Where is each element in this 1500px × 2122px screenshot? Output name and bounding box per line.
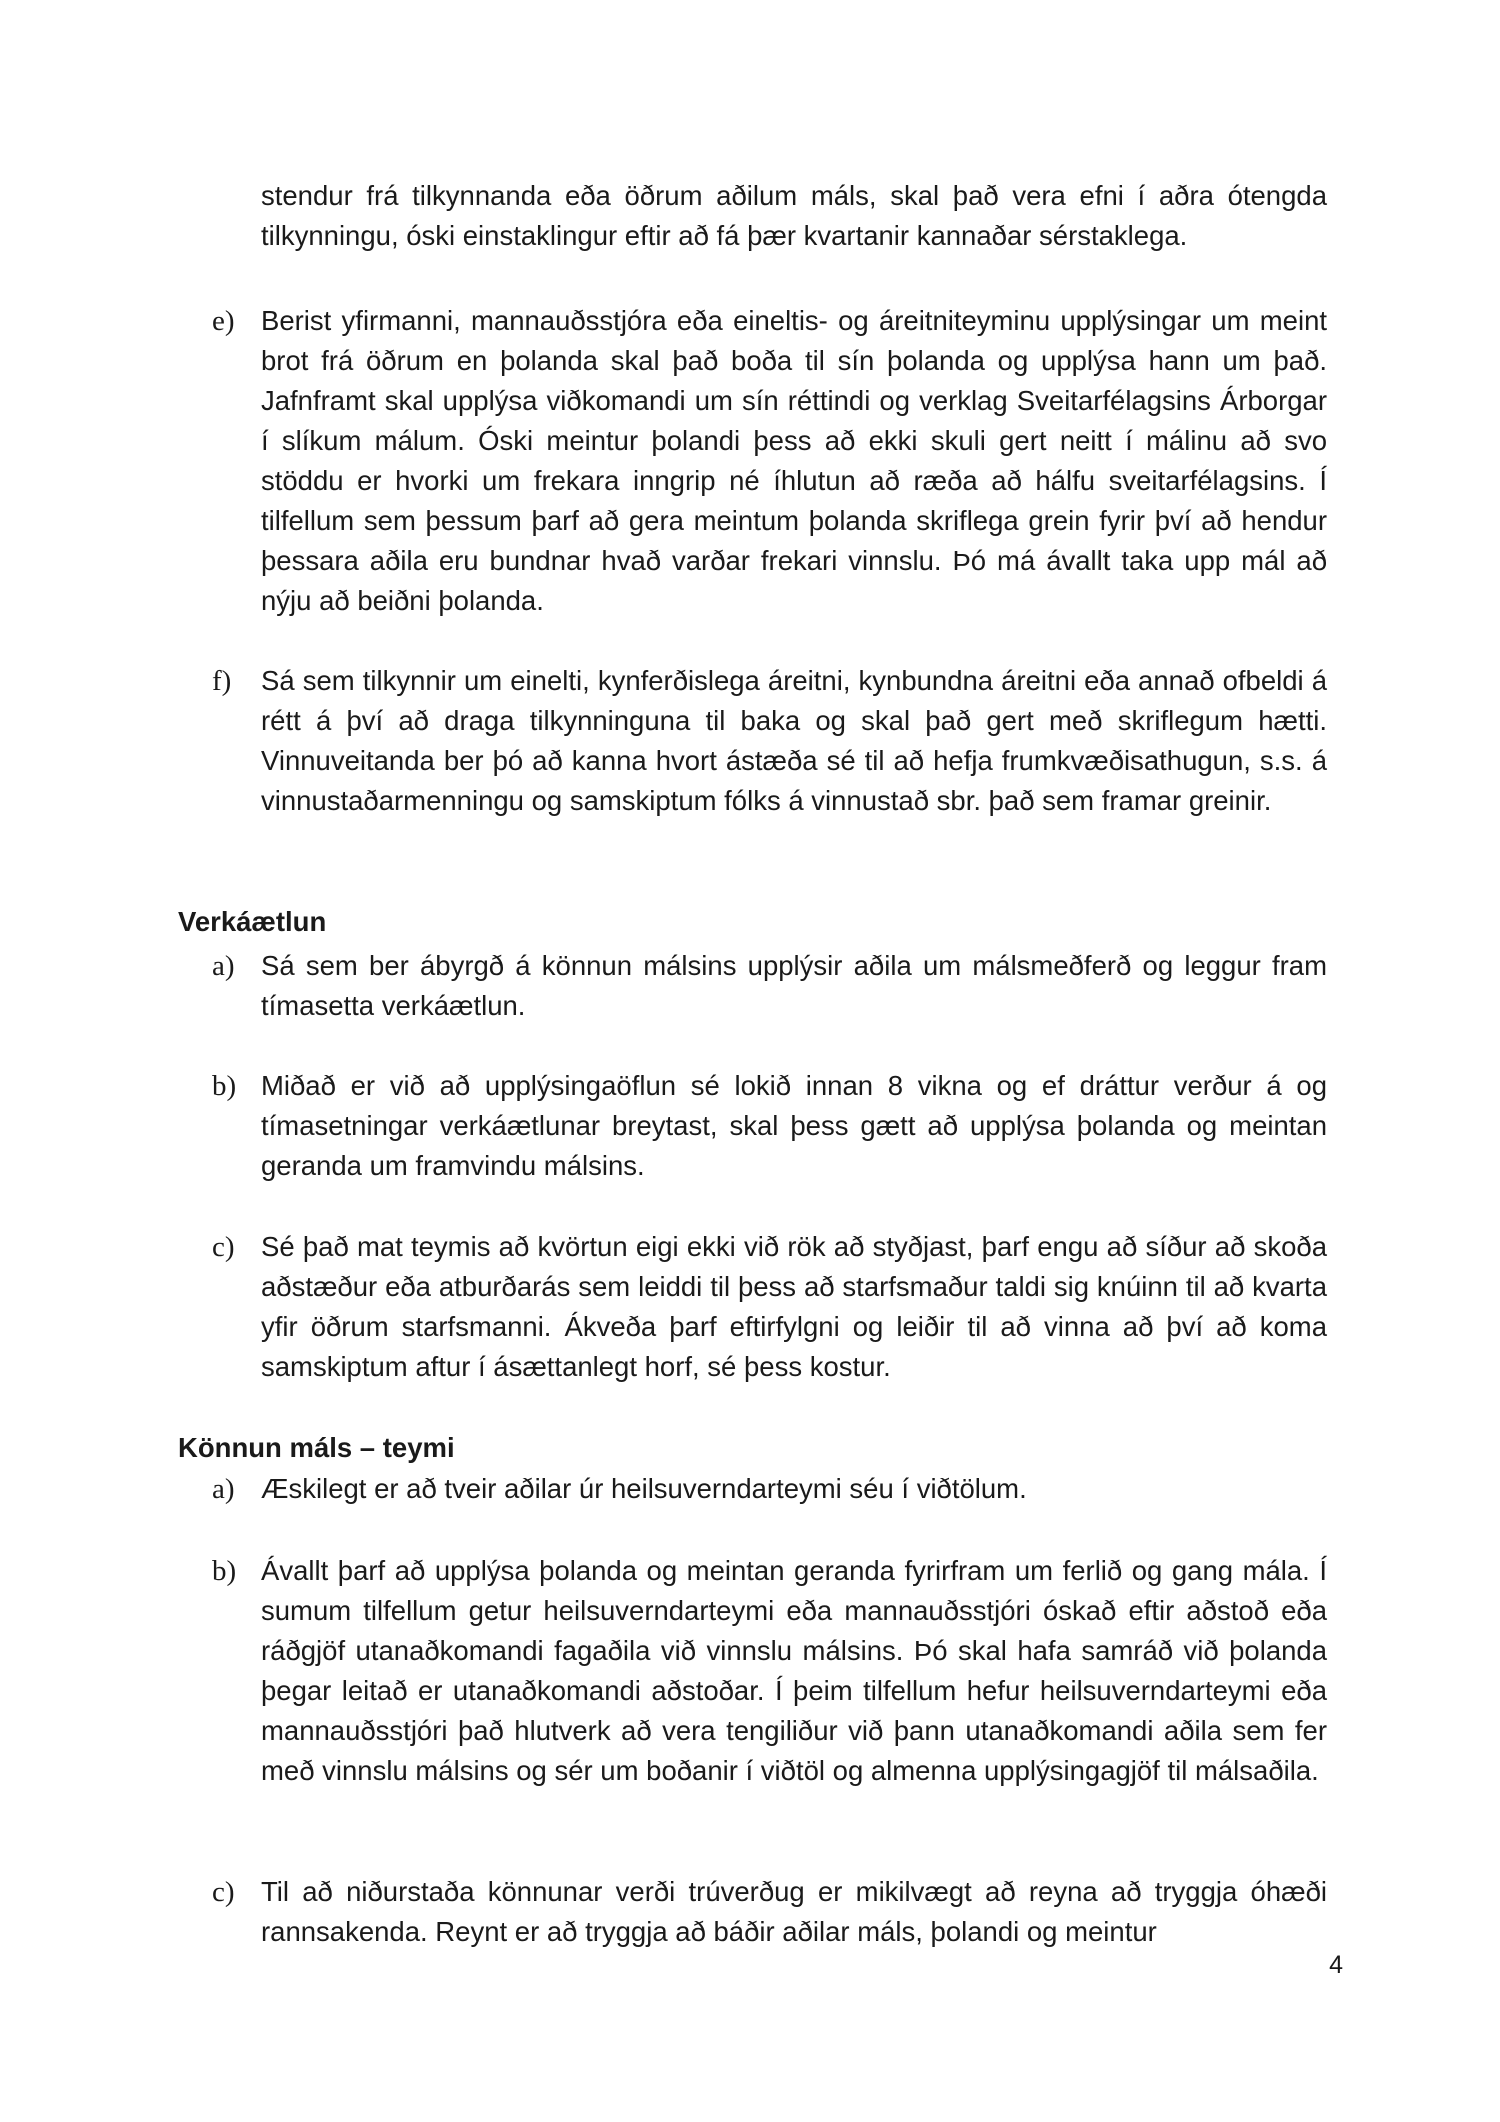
list-item-label: b) — [212, 1555, 237, 1587]
list-item-e — [212, 301, 1327, 621]
list-item-label: c) — [212, 1231, 235, 1263]
list-item-text: Æskilegt er að tveir aðilar úr heilsuverndarteymi séu í viðtölum. — [261, 1473, 1027, 1504]
list-item-text: Sé það mat teymis að kvörtun eigi ekki við rök að styðjast, þarf engu að síður að skoða aðstæður eða atburðarás sem leiddi til þess að starfsmaður taldi sig knúinn til að kvarta yfir öðrum starfsmanni. Ákveða þarf eftirfylgni og leiðir til að vinna að því að koma samskiptum aftur í ásættanlegt horf, sé þess kostur. — [261, 1231, 1327, 1382]
section-heading-konnun: Könnun máls – teymi — [178, 1432, 455, 1463]
list-item-text: Til að niðurstaða könnunar verði trúverðug er mikilvægt að reyna að tryggja óhæði rannsakenda. Reynt er að tryggja að báðir aðilar máls, þolandi og meintur — [261, 1876, 1327, 1947]
list-item-text: Berist yfirmanni, mannauðsstjóra eða eineltis- og áreitniteyminu upplýsingar um meint brot frá öðrum en þolanda skal það boða til sín þolanda og upplýsa hann um það. Jafnframt skal upplýsa viðkomandi um sín réttindi og verklag Sveitarfélagsins Árborgar í slíkum málum. Óski meintur þolandi þess að ekki skuli gert neitt í málinu að svo stöddu er hvorki um frekara inngrip né íhlutun að ræða að hálfu sveitarfélagsins. Í tilfellum sem þessum þarf að gera meintum þolanda skriflega grein fyrir því að hendur þessara aðila eru bundnar hvað varðar frekari vinnslu. Þó má ávallt taka upp mál að nýju að beiðni þolanda. — [261, 305, 1327, 616]
list-item-label: a) — [212, 950, 235, 982]
list-item-label: b) — [212, 1070, 237, 1102]
list-item-text: Ávallt þarf að upplýsa þolanda og meintan geranda fyrirfram um ferlið og gang mála. Í sumum tilfellum getur heilsuverndarteymi eða mannauðsstjóri óskað eftir aðstoð eða ráðgjöf utanaðkomandi fagaðila við vinnslu málsins. Þó skal hafa samráð við þolanda þegar leitað er utanaðkomandi aðstoðar. Í þeim tilfellum hefur heilsuverndarteymi eða mannauðsstjóri það hlutverk að vera tengiliður við þann utanaðkomandi aðila sem fer með vinnslu málsins og sér um boðanir í viðtöl og almenna upplýsingagjöf til málsaðila. — [261, 1555, 1327, 1786]
list-item-text: Sá sem tilkynnir um einelti, kynferðislega áreitni, kynbundna áreitni eða annað ofbeldi á rétt á því að draga tilkynninguna til baka og skal það gert með skriflegum hætti. Vinnuveitanda ber þó að kanna hvort ástæða sé til að hefja frumkvæðisathugun, s.s. á vinnustaðarmenningu og samskiptum fólks á vinnustað sbr. það sem framar greinir. — [261, 665, 1327, 816]
list-item-c — [212, 1227, 1327, 1387]
list-item-text: Sá sem ber ábyrgð á könnun málsins upplýsir aðila um málsmeðferð og leggur fram tímasetta verkáætlun. — [261, 950, 1327, 1021]
list-item-b — [212, 1551, 1327, 1791]
list-item-label: e) — [212, 305, 235, 337]
list-item-c — [212, 1872, 1327, 1952]
list-item-b — [212, 1066, 1327, 1186]
section-heading-verkaaetlun: Verkáætlun — [178, 906, 327, 937]
list-item-a — [212, 946, 1327, 1026]
list-item-label: f) — [212, 665, 232, 697]
page-number: 4 — [1329, 1951, 1343, 1979]
continuation-paragraph: stendur frá tilkynnanda eða öðrum aðilum máls, skal það vera efni í aðra ótengda tilkynningu, óski einstaklingur eftir að fá þær kvartanir kannaðar sérstaklega. — [261, 180, 1327, 251]
list-item-f — [212, 661, 1327, 821]
list-item-a — [212, 1469, 1327, 1509]
list-item-label: c) — [212, 1876, 235, 1908]
list-item-label: a) — [212, 1473, 235, 1505]
list-item-text: Miðað er við að upplýsingaöflun sé lokið innan 8 vikna og ef dráttur verður á og tímasetningar verkáætlunar breytast, skal þess gætt að upplýsa þolanda og meintan geranda um framvindu málsins. — [261, 1070, 1327, 1181]
